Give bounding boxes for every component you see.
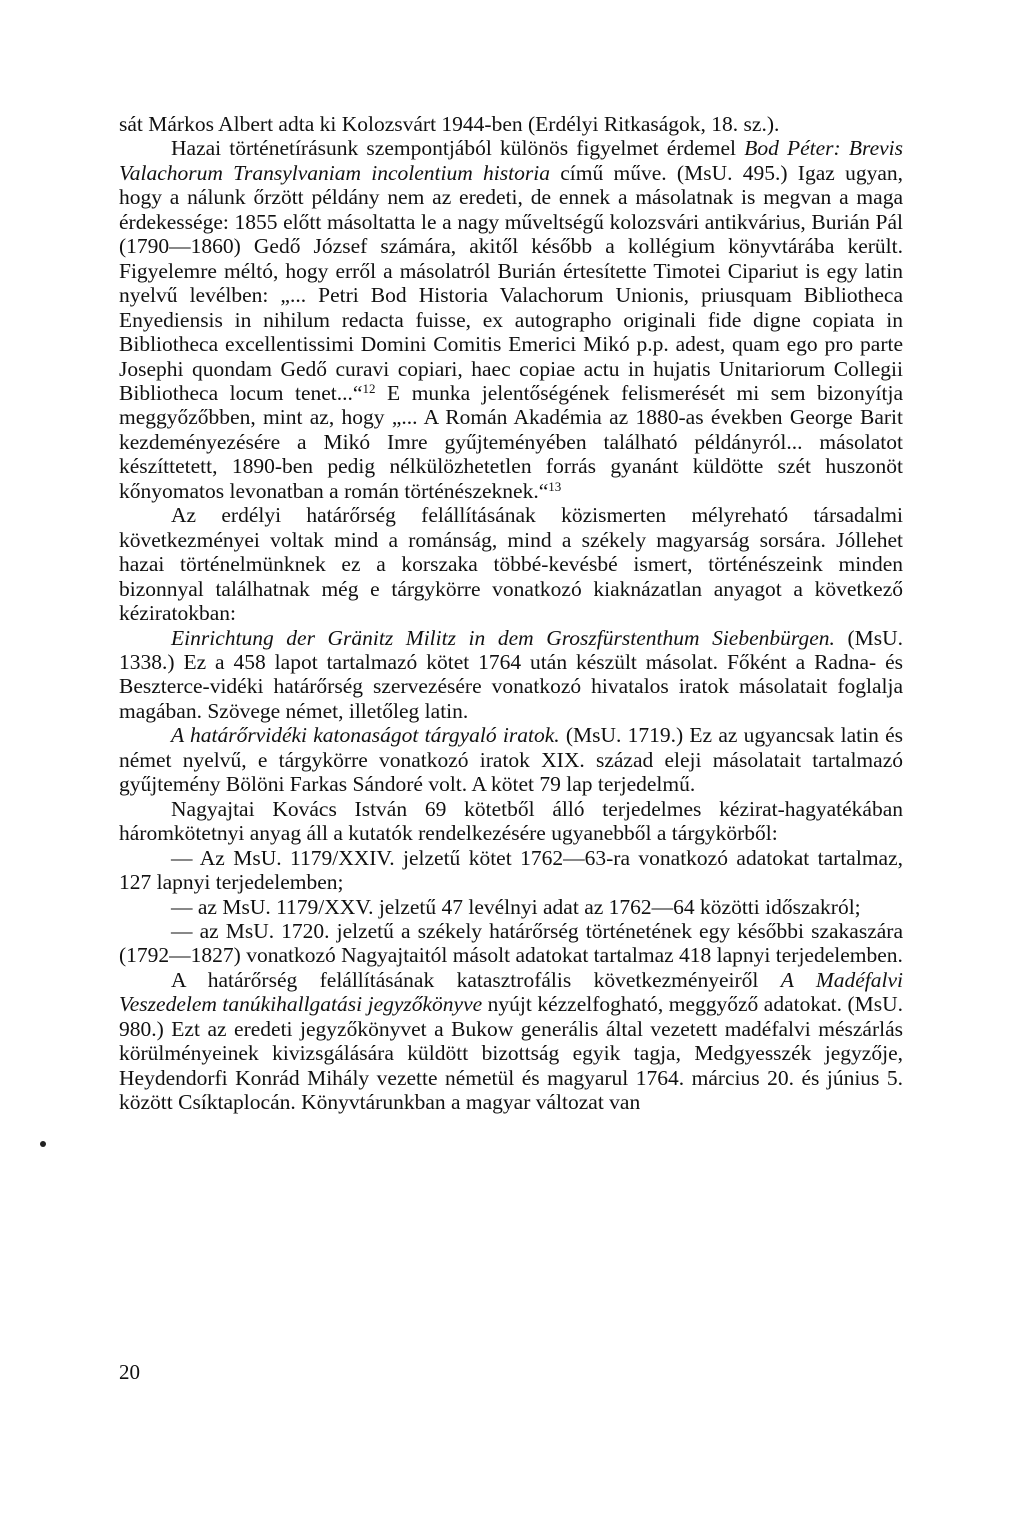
- paragraph: [119, 797, 903, 846]
- text-run: E munka jelentőségének felismerését mi sem bizonyítja meggyőzőbben, mint az, hogy „... A Román Akadémia az 1880-as években George Barit kezdeményezésére a Mikó Imre gyűjteményében található példányról... másolatot készíttetett, 1890-ben pedig nélkülözhetetlen forrás gyanánt küldötte szét huszonöt kőnyomatos levonatban a román történészeknek.“: [119, 380, 903, 503]
- text-run: — az MsU. 1179/XXV. jelzetű 47 levélnyi adat az 1762—64 közötti időszakról;: [171, 894, 861, 919]
- text-run: című műve. (MsU. 495.) Igaz ugyan, hogy a nálunk őrzött példány nem az eredeti, de ennek a másolatnak is megvan a maga érdekessége: 1855 előtt másoltatta le a nagy műveltségű kolozsvári antikvárius, Burián Pál (1790—1860) Gedő József számára, akitől később a kollégium könyvtárába került. Figyelemre méltó, hogy erről a másolatról Burián értesítette Timotei Cipariut is egy latin nyelvű levélben: „... Petri Bod Historia Valachorum Unionis, priusquam Bibliotheca Enyediensis in nihilum redacta fuisse, ex autographo originali fide digne copiata in Bibliotheca excellentissimi Domini Comitis Emerici Mikó p.p. adest, quam ego pro parte Josephi quondam Gedő curavi copiari, haec copiae actu in hujatis Unitariorum Collegii Bibliotheca locum tenet...“: [119, 160, 903, 405]
- text-run: — az MsU. 1720. jelzetű a székely határőrség történetének egy későbbi szakaszára (1792—1827) vonatkozó Nagyajtaitól másolt adatokat tartalmaz 418 lapnyi terjedelemben.: [119, 918, 903, 968]
- text-run: — Az MsU. 1179/XXIV. jelzetű kötet 1762—63-ra vonatkozó adatokat tartalmaz, 127 lapnyi terjedelemben;: [119, 845, 903, 895]
- paragraph: [119, 112, 903, 136]
- paragraph: [119, 626, 903, 724]
- italic-title: A Madéfalvi Veszedelem tanúkihallgatási jegyzőkönyve: [119, 967, 903, 1017]
- paragraph: [119, 136, 903, 503]
- text-run: (MsU. 1338.) Ez a 458 lapot tartalmazó kötet 1764 után készült másolat. Főként a Radna- és Beszterce-vidéki határőrség szervezésére vonatkozó hivatalos iratok másolatait foglalja magában. Szövege német, illetőleg latin.: [119, 625, 903, 723]
- text-run: Hazai történetírásunk szempontjából különös figyelmet érdemel: [171, 136, 745, 161]
- italic-title: A határőrvidéki katonaságot tárgyaló iratok.: [171, 723, 560, 748]
- text-run: (MsU. 1719.) Ez az ugyancsak latin és német nyelvű, e tárgykörre vonatkozó iratok XIX. század eleji másolatait tartalmazó gyűjtemény Bölöni Farkas Sándoré volt. A kötet 79 lap terjedelmű.: [119, 723, 903, 797]
- list-item-paragraph: [119, 895, 903, 919]
- paragraph: [119, 723, 903, 796]
- text-run: Az erdélyi határőrség felállításának közismerten mélyreható társadalmi következményei voltak mind a románság, mind a székely magyarság sorsára. Jóllehet hazai történelmünknek ez a korszaka többé-kevésbé ismert, történészeink minden bizonnyal találhatnak még e tárgykörre vonatkozó kiaknázatlan anyagot a következő kéziratokban:: [119, 503, 903, 626]
- margin-dot-mark: [40, 1141, 46, 1147]
- paragraph: [119, 968, 903, 1115]
- italic-title: Einrichtung der Gränitz Militz in dem Groszfürstenthum Siebenbürgen.: [171, 625, 835, 650]
- footnote-ref: 12: [362, 380, 376, 396]
- body-text: [119, 112, 903, 1115]
- text-run: A határőrség felállításának katasztrofális következményeiről: [171, 967, 781, 992]
- list-item-paragraph: [119, 846, 903, 895]
- italic-title: Bod Péter: Brevis Valachorum Transylvaniam incolentium historia: [119, 136, 903, 185]
- list-item-paragraph: [119, 919, 903, 968]
- text-run: nyújt kézzelfogható, meggyőző adatokat. (MsU. 980.) Ezt az eredeti jegyzőkönyvet a Bukow generális által vezetett madéfalvi mészárlás körülményeinek kivizsgálására küldött bizottság egyik tagja, Medgyesszék jegyzője, Heydendorfi Konrád Mihály vezette németül és magyarul 1764. március 20. és június 5. között Csíktaplocán. Könyvtárunkban a magyar változat van: [119, 992, 903, 1115]
- page-number: 20: [119, 1360, 140, 1384]
- footnote-ref: 13: [548, 478, 562, 494]
- text-run: sát Márkos Albert adta ki Kolozsvárt 1944-ben (Erdélyi Ritkaságok, 18. sz.).: [119, 112, 780, 136]
- text-run: Nagyajtai Kovács István 69 kötetből álló terjedelmes kézirat-hagyatékában háromkötetnyi anyag áll a kutatók rendelkezésére ugyanebből a tárgykörből:: [119, 796, 903, 846]
- paragraph: [119, 503, 903, 625]
